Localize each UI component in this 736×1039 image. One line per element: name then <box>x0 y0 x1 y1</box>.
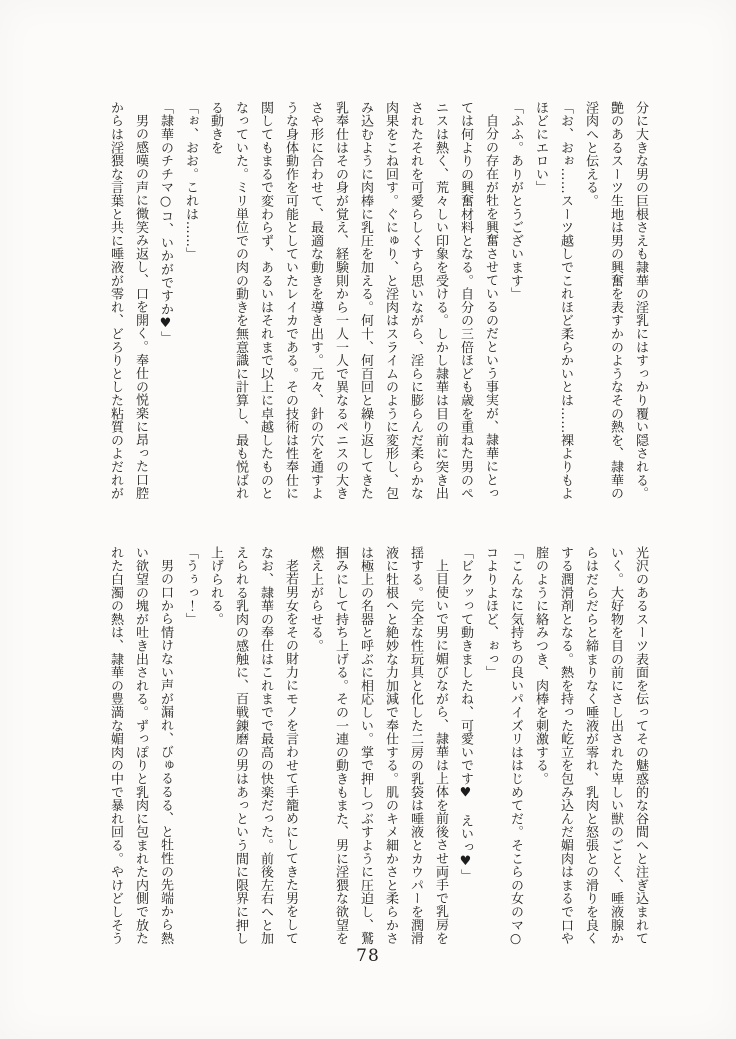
text-line: いく。大好物を目の前にさし出された卑しい獣のごとく、唾液腺か <box>608 546 623 945</box>
text-line: からは淫猥な言葉と共に唾液が零れ、どろりとした粘質のよだれが <box>108 101 123 500</box>
vertical-text-block-bottom <box>103 546 653 947</box>
text-line: さや形に合わせて、最適な動きを導き出す。元々、針の穴を通すよ <box>308 101 323 500</box>
text-line: 関してもまるで変わらず、あるいはそれまで以上に卓越したものと <box>258 101 273 500</box>
text-line: うな身体動作を可能としていたレイカである。その技術は性奉仕に <box>283 101 298 500</box>
text-line: 「隷華のチチマ○コ、いかがですか♥」 <box>158 101 173 345</box>
text-line: 腟のように絡みつき、肉棒を刺激する。 <box>533 546 548 786</box>
vertical-text-block-top <box>103 101 653 500</box>
page-number: 78 <box>356 946 380 966</box>
text-line: 男の感嘆の声に微笑み返し、口を開く。奉仕の悦楽に昂った口腔 <box>133 114 148 500</box>
text-line: 老若男女をその財力にモノを言わせて手籠めにしてきた男をして <box>283 559 298 945</box>
text-line: なっていた。ミリ単位での肉の動きを無意識に計算し、最も悦ばれ <box>233 101 248 500</box>
text-line: されたそれを可愛らしくすら思いながら、淫らに膨らんだ柔らかな <box>408 101 423 500</box>
text-line: 分に大きな男の巨根さえも隷華の淫乳にはすっかり覆い隠される。 <box>633 101 648 500</box>
text-line: 上げられる。 <box>208 546 223 626</box>
text-line: 「お、おぉ……スーツ越しでこれほど柔らかいとは……裸よりもよ <box>558 101 573 500</box>
text-line: 淫肉へと伝える。 <box>583 101 598 208</box>
text-line: ほどにエロい」 <box>533 101 548 195</box>
text-line: る動きを <box>208 101 223 155</box>
text-line: 液に牡根へと絶妙な力加減で奉仕する。肌のキメ細かさと柔らかさ <box>383 546 398 945</box>
text-line: 「うぅっ！」 <box>183 546 198 626</box>
text-line: コよりよほど、ぉっ」 <box>483 546 498 679</box>
text-line: 「ぉ、おお。これは……」 <box>183 101 198 261</box>
text-line: えられる乳肉の感触に、百戦錬磨の男はあっという間に限界に押し <box>233 546 248 945</box>
text-line: 男の口から情けない声が漏れ、びゅるるる、と牡性の先端から熱 <box>158 559 173 945</box>
text-line: 「ふふ。ありがとうございます」 <box>508 101 523 301</box>
text-line: 艶のあるスーツ生地は男の興奮を表すかのようなその熱を、隷華の <box>608 101 623 500</box>
text-line: 燃え上がらせる。 <box>308 546 323 653</box>
text-line: は極上の名器と呼ぶに相応しい。掌で押しつぶすように圧迫し、鷲 <box>358 546 373 945</box>
text-line: 自分の存在が牡を興奮させているのだという事実が、隷華にとっ <box>483 114 498 500</box>
text-line: み込むように肉棒に乳圧を加える。何十、何百回と繰り返してきた <box>358 101 373 500</box>
text-line: 上目使いで男に媚びながら、隷華は上体を前後させ両手で乳房を <box>433 559 448 945</box>
text-line: 肉果をこね回す。ぐにゅり、と淫肉はスライムのように変形し、包 <box>383 101 398 500</box>
text-line: らはだらだらと締まりなく唾液が零れ、乳肉と怒張との滑りを良く <box>583 546 598 945</box>
text-line: い欲望の塊が吐き出される。ずっぽりと乳肉に包まれた内側で放た <box>133 546 148 945</box>
text-line: ては何よりの興奮材料となる。自分の三倍ほども歳を重ねた男のペ <box>458 101 473 500</box>
text-line: なお、隷華の奉仕はこれまでで最高の快楽だった。前後左右へと加 <box>258 546 273 945</box>
text-line: 乳奉仕はその身が覚え、経験則から一人一人で異なるペニスの大き <box>333 101 348 500</box>
text-line: ニスは熱く、荒々しい印象を受ける。しかし隷華は目の前に突き出 <box>433 101 448 500</box>
text-line: 「こんなに気持ちの良いパイズリははじめてだ。そこらの女のマ○ <box>508 546 523 947</box>
text-line: 掴みにして持ち上げる。その一連の動きもまた、男に淫猥な欲望を <box>333 546 348 945</box>
text-line: 揺する。完全な性玩具と化した二房の乳袋は唾液とカウパーを潤滑 <box>408 546 423 945</box>
text-line: れた白濁の熱は、隷華の豊満な媚肉の中で暴れ回る。やけどしそう <box>108 546 123 945</box>
text-line: する潤滑剤となる。熱を持った屹立を包み込んだ媚肉はまるで口や <box>558 546 573 945</box>
text-line: 光沢のあるスーツ表面を伝ってその魅惑的な谷間へと注ぎ込まれて <box>633 546 648 945</box>
text-line: 「ビクッって動きましたね、可愛いです♥ えいっ♥」 <box>458 546 473 883</box>
